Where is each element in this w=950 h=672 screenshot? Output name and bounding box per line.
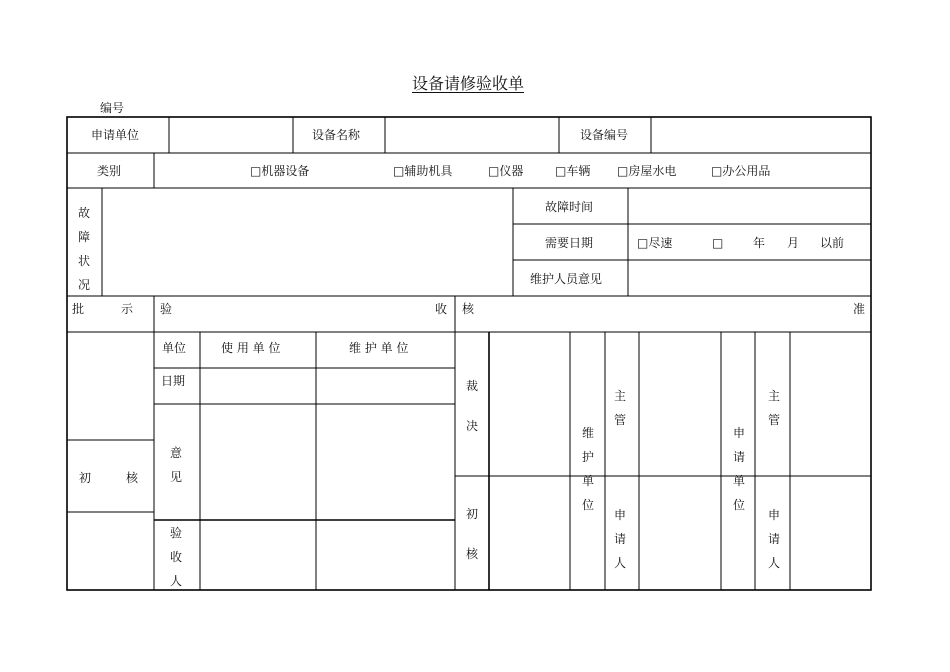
option-instrument[interactable]: □仪器: [488, 164, 524, 178]
required-date-label: 需要日期: [545, 236, 594, 250]
month-label: 月: [787, 236, 800, 250]
unit-label: 单位: [162, 341, 187, 355]
maintenance-supervisor-label: 主 管: [613, 389, 626, 427]
option-machine-equipment[interactable]: □机器设备: [250, 164, 310, 178]
date-checkbox[interactable]: □: [712, 236, 724, 250]
maintenance-unit-label: 维 护 单 位: [349, 341, 409, 355]
date-label: 日期: [161, 374, 186, 388]
form-title: 设备请修验收单: [412, 74, 525, 93]
applicant-unit-label: 申请单位: [91, 128, 140, 142]
maintainer-opinion-label: 维护人员意见: [530, 272, 603, 286]
initial-review-chu: 初: [79, 471, 92, 485]
equipment-number-label: 设备编号: [580, 128, 629, 142]
option-auxiliary-tools[interactable]: □辅助机具: [393, 164, 453, 178]
category-label: 类别: [97, 164, 122, 178]
option-vehicle[interactable]: □车辆: [555, 164, 591, 178]
maintenance-unit-vertical-label: 维 护 单 位: [581, 426, 594, 512]
user-unit-label: 使 用 单 位: [221, 341, 281, 355]
receiver-label: 验 收 人: [169, 526, 182, 588]
option-building-utilities[interactable]: □房屋水电: [617, 164, 677, 178]
applicant-supervisor-label: 主 管: [767, 389, 780, 427]
initial-check-label: 初 核: [465, 507, 478, 561]
asap-checkbox[interactable]: □尽速: [637, 236, 673, 250]
fault-time-label: 故障时间: [545, 200, 594, 214]
section-pi: 批: [72, 302, 85, 316]
serial-number-label: 编号: [100, 101, 125, 115]
section-zhun: 准: [853, 302, 866, 316]
fault-status-label: 故 障 状 况: [77, 206, 90, 292]
maintenance-applicant-label: 申 请 人: [613, 508, 626, 570]
section-yan: 验: [160, 302, 173, 316]
before-label: 以前: [820, 236, 845, 250]
section-shou: 收: [435, 302, 448, 316]
applicant-person-label: 申 请 人: [767, 508, 780, 570]
section-he: 核: [462, 302, 475, 316]
opinion-label: 意 见: [169, 446, 182, 484]
option-office-supplies[interactable]: □办公用品: [711, 164, 771, 178]
section-shi: 示: [121, 302, 134, 316]
decision-label: 裁 决: [465, 379, 478, 433]
year-label: 年: [753, 236, 766, 250]
equipment-name-label: 设备名称: [312, 128, 361, 142]
applicant-unit-vertical-label: 申 请 单 位: [732, 426, 745, 512]
initial-review-he: 核: [126, 471, 139, 485]
